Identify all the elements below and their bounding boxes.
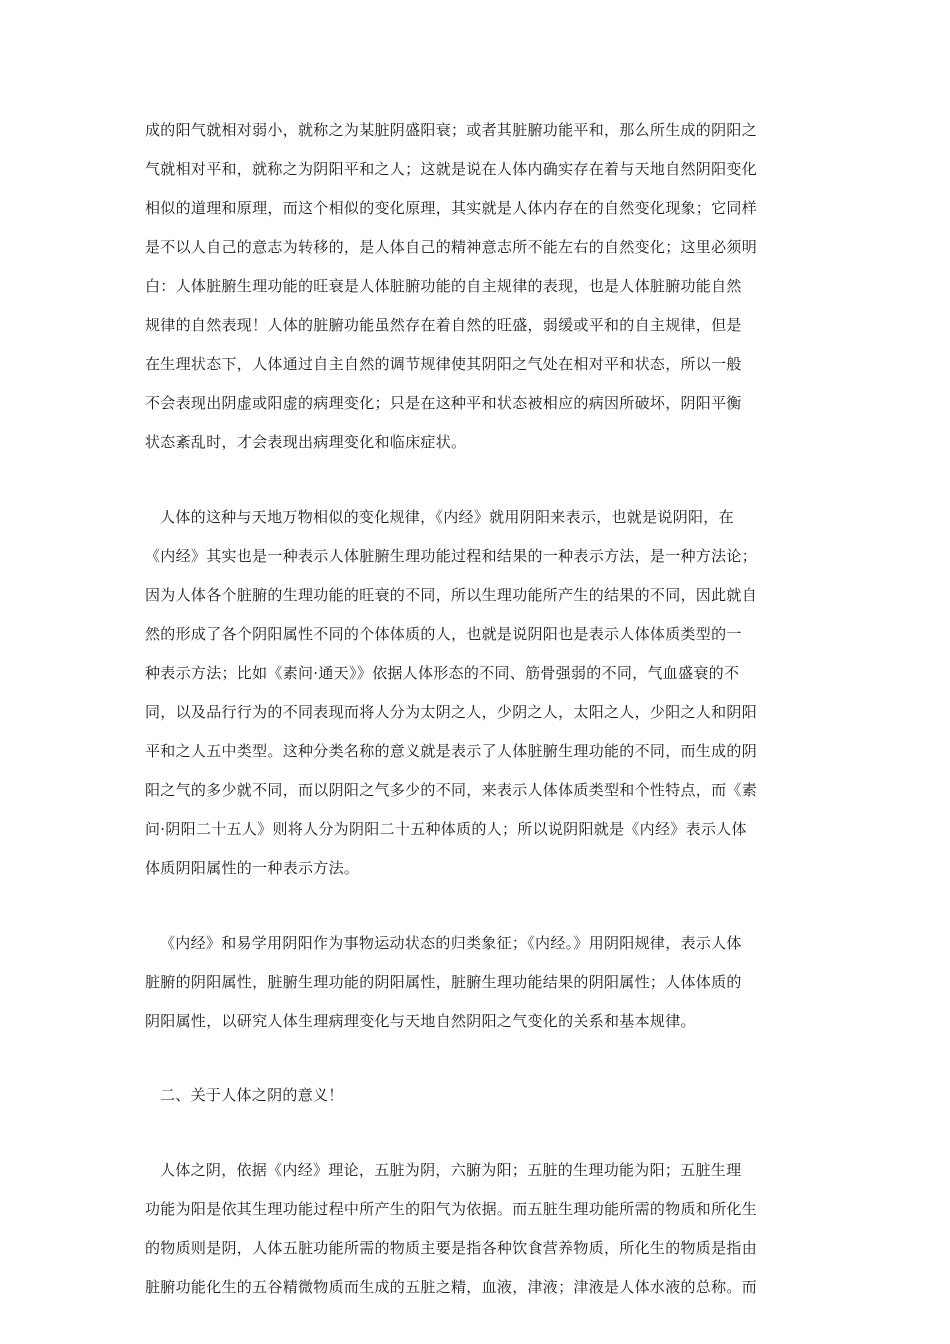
- text-line: 《内经》其实也是一种表示人体脏腑生理功能过程和结果的一种表示方法，是一种方法论；: [145, 547, 758, 565]
- text-line: 种表示方法；比如《素问·通天》》依据人体形态的不同、筋骨强弱的不同，气血盛衰的不: [145, 664, 740, 682]
- heading-line: 二、关于人体之阴的意义！: [160, 1086, 344, 1104]
- text-line: 状态紊乱时，才会表现出病理变化和临床症状。: [145, 433, 467, 451]
- text-line: 功能为阳是依其生理功能过程中所产生的阳气为依据。而五脏生理功能所需的物质和所化生: [145, 1200, 758, 1218]
- text-line: 同，以及品行行为的不同表现而将人分为太阴之人，少阴之人，太阳之人，少阳之人和阴阳: [145, 703, 758, 721]
- text-line: 阳之气的多少就不同，而以阴阳之气多少的不同，来表示人体体质类型和个性特点，而《素: [145, 781, 758, 799]
- text-line: 阴阳属性，以研究人体生理病理变化与天地自然阴阳之气变化的关系和基本规律。: [145, 1012, 696, 1030]
- text-line: 气就相对平和，就称之为阴阳平和之人；这就是说在人体内确实存在着与天地自然阴阳变化: [145, 160, 758, 178]
- text-line: 的物质则是阴，人体五脏功能所需的物质主要是指各种饮食营养物质，所化生的物质是指由: [145, 1239, 758, 1257]
- text-line: 脏腑的阴阳属性，脏腑生理功能的阴阳属性，脏腑生理功能结果的阴阳属性；人体体质的: [145, 973, 742, 991]
- text-line: 成的阳气就相对弱小，就称之为某脏阴盛阳衰；或者其脏腑功能平和，那么所生成的阴阳之: [145, 121, 758, 139]
- text-line: 是不以人自己的意志为转移的，是人体自己的精神意志所不能左右的自然变化；这里必须明: [145, 238, 758, 256]
- text-line: 人体的这种与天地万物相似的变化规律，《内经》就用阴阳来表示，也就是说阴阳，在: [160, 508, 734, 526]
- text-line: 相似的道理和原理，而这个相似的变化原理，其实就是人体内存在的自然变化现象；它同样: [145, 199, 758, 217]
- text-line: 问·阴阳二十五人》则将人分为阴阳二十五种体质的人；所以说阴阳就是《内经》表示人体: [145, 820, 747, 838]
- text-line: 然的形成了各个阴阳属性不同的个体体质的人，也就是说阴阳也是表示人体体质类型的一: [145, 625, 742, 643]
- text-line: 规律的自然表现！人体的脏腑功能虽然存在着自然的旺盛，弱缓或平和的自主规律，但是: [145, 316, 742, 334]
- text-line: 因为人体各个脏腑的生理功能的旺衰的不同，所以生理功能所产生的结果的不同，因此就自: [145, 586, 758, 604]
- text-line: 白：人体脏腑生理功能的旺衰是人体脏腑功能的自主规律的表现，也是人体脏腑功能自然: [145, 277, 742, 295]
- text-line: 平和之人五中类型。这种分类名称的意义就是表示了人体脏腑生理功能的不同，而生成的阴: [145, 742, 758, 760]
- text-line: 不会表现出阴虚或阳虚的病理变化；只是在这种平和状态被相应的病因所破坏，阴阳平衡: [145, 394, 742, 412]
- text-line: 《内经》和易学用阴阳作为事物运动状态的归类象征；《内经。》用阴阳规律，表示人体: [160, 934, 742, 952]
- text-line: 体质阴阳属性的一种表示方法。: [145, 859, 360, 877]
- text-line: 在生理状态下，人体通过自主自然的调节规律使其阴阳之气处在相对平和状态，所以一般: [145, 355, 742, 373]
- text-line: 脏腑功能化生的五谷精微物质而生成的五脏之精，血液，津液；津液是人体水液的总称。而: [145, 1278, 758, 1296]
- text-line: 人体之阴，依据《内经》理论，五脏为阴，六腑为阳；五脏的生理功能为阳；五脏生理: [160, 1161, 742, 1179]
